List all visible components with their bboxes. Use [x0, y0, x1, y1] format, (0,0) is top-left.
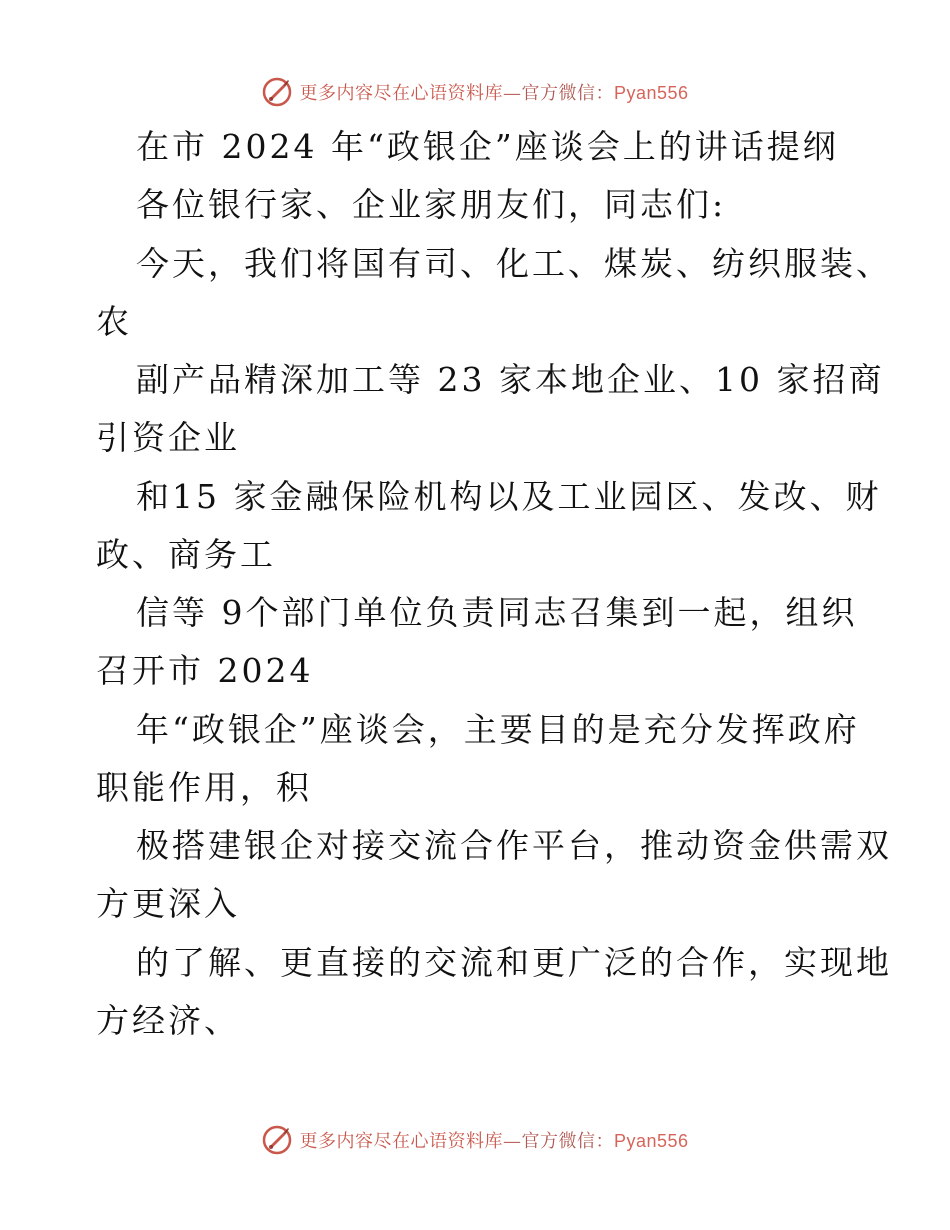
body-line: 副产品精深加工等 23 家本地企业、10 家招商	[136, 360, 885, 399]
body-line: 各位银行家、企业家朋友们，同志们:	[136, 185, 727, 224]
body-line: 方经济、	[96, 1001, 240, 1040]
body-line: 年“政银企”座谈会，主要目的是充分发挥政府	[136, 710, 860, 749]
body-line: 今天，我们将国有司、化工、煤炭、纺织服装、	[136, 244, 892, 283]
body-line: 政、商务工	[96, 535, 276, 574]
document-title: 在市 2024 年“政银企”座谈会上的讲话提纲	[136, 127, 839, 166]
watermark-text	[299, 79, 688, 105]
watermark-site-text: 更多内容尽在心语资料库	[299, 1131, 503, 1152]
body-line: 极搭建银企对接交流合作平台，推动资金供需双	[136, 826, 892, 865]
body-line: 引资企业	[96, 418, 240, 457]
body-line: 信等 9个部门单位负责同志召集到一起，组织	[136, 593, 858, 632]
quill-logo-icon	[261, 1124, 293, 1156]
watermark-text	[299, 1127, 688, 1153]
watermark-dash: —	[502, 1131, 522, 1152]
watermark-wechat-id: Pyan556	[613, 83, 689, 103]
body-line: 职能作用，积	[96, 768, 312, 807]
header-watermark	[0, 72, 950, 112]
watermark-site-text: 更多内容尽在心语资料库	[299, 83, 503, 104]
footer-watermark	[0, 1120, 950, 1160]
body-line: 方更深入	[96, 884, 240, 923]
quill-logo-icon	[261, 76, 293, 108]
watermark-wechat-label: 官方微信：	[521, 1131, 614, 1152]
watermark-dash: —	[502, 83, 522, 104]
watermark-wechat-label: 官方微信：	[521, 83, 614, 104]
watermark-wechat-id: Pyan556	[613, 1131, 689, 1151]
body-line: 的了解、更直接的交流和更广泛的合作，实现地	[136, 943, 892, 982]
body-line: 召开市 2024	[96, 651, 314, 690]
body-line: 和15 家金融保险机构以及工业园区、发改、财	[136, 477, 882, 516]
body-line: 农	[96, 302, 132, 341]
